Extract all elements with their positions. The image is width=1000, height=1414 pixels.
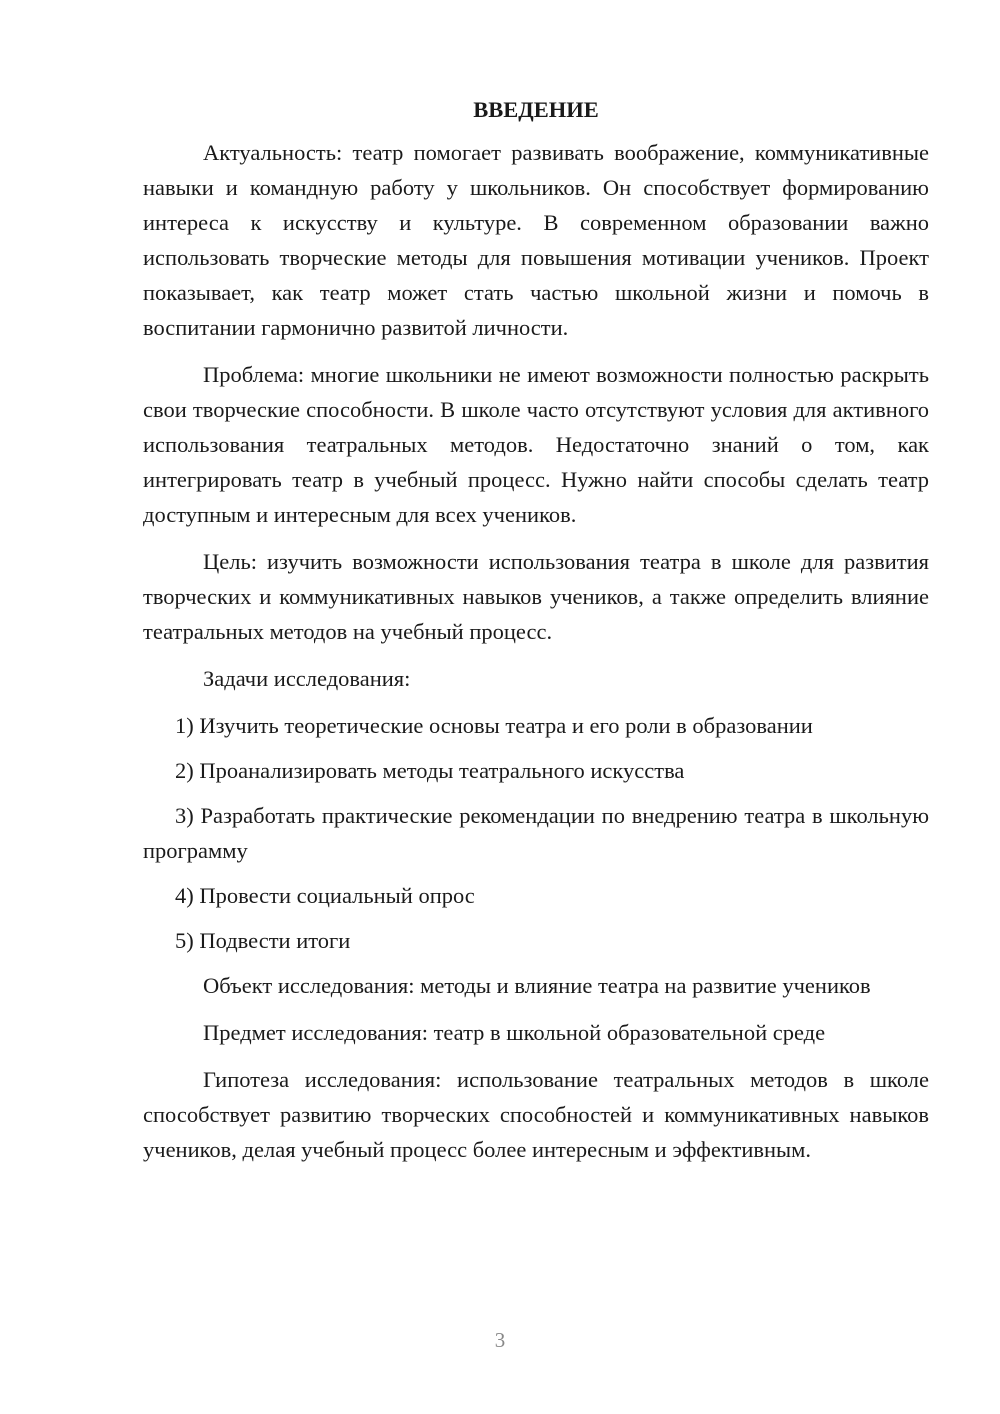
goal-paragraph: Цель: изучить возможности использования театра в школе для развития творческих и коммуникативных навыков учеников, а также определить влияние театральных методов на учебный процесс.: [143, 549, 929, 644]
document-page: [143, 92, 929, 1179]
task-item-5: 5) Подвести итоги: [175, 928, 351, 953]
task-item-4: 4) Провести социальный опрос: [175, 883, 475, 908]
problem-paragraph: Проблема: многие школьники не имеют возможности полностью раскрыть свои творческие способности. В школе часто отсутствуют условия для активного использования театральных методов. Недостаточно знаний о том, как интегрировать театр в учебный процесс. Нужно найти способы сделать театр доступным и интересным для всех учеников.: [143, 362, 929, 527]
task-item-1: 1) Изучить теоретические основы театра и его роли в образовании: [175, 713, 813, 738]
section-title: ВВЕДЕНИЕ: [473, 97, 599, 122]
task-item-2: 2) Проанализировать методы театрального искусства: [175, 758, 685, 783]
research-object-paragraph: Объект исследования: методы и влияние театра на развитие учеников: [203, 973, 871, 998]
task-item-3: 3) Разработать практические рекомендации по внедрению театра в школьную программу: [143, 803, 929, 863]
hypothesis-paragraph: Гипотеза исследования: использование театральных методов в школе способствует развитию творческих способностей и коммуникативных навыков учеников, делая учебный процесс более интересным и эффективным.: [143, 1067, 929, 1162]
page-number: 3: [494, 1328, 506, 1352]
research-subject-paragraph: Предмет исследования: театр в школьной образовательной среде: [203, 1020, 826, 1045]
relevance-paragraph: Актуальность: театр помогает развивать воображение, коммуникативные навыки и командную работу у школьников. Он способствует формированию интереса к искусству и культуре. В современном образовании важно использовать творческие методы для повышения мотивации учеников. Проект показывает, как театр может стать частью школьной жизни и помочь в воспитании гармонично развитой личности.: [143, 140, 929, 340]
tasks-heading: Задачи исследования:: [203, 666, 411, 691]
